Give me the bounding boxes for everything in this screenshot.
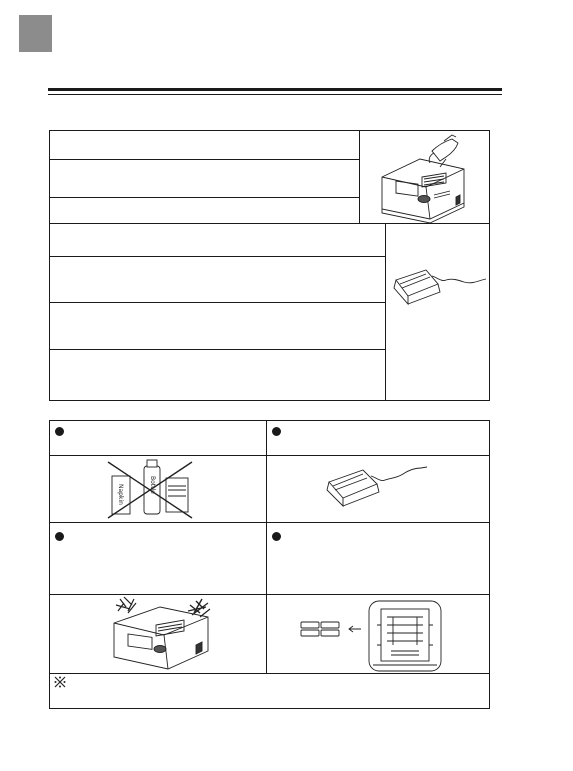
spec-row xyxy=(49,302,386,350)
image-cell-cuff xyxy=(385,223,490,401)
svg-text:Bottle: Bottle xyxy=(149,476,156,494)
spec-row xyxy=(49,349,386,401)
bullet-icon xyxy=(272,427,281,436)
spec-row xyxy=(49,197,360,224)
bullet-icon xyxy=(55,532,64,541)
header-rule-thin xyxy=(48,94,502,95)
image-cell-cuff-small xyxy=(266,455,490,523)
bullet-icon xyxy=(272,532,281,541)
note-cell xyxy=(266,420,490,456)
header-rule xyxy=(48,88,502,91)
crossed-items-illustration xyxy=(50,456,266,522)
cuff-illustration xyxy=(386,224,489,400)
footnote-row xyxy=(49,673,490,709)
reference-mark-icon xyxy=(54,676,66,688)
spec-row xyxy=(49,256,386,303)
cuff-illustration-small xyxy=(267,456,489,522)
spec-row xyxy=(49,159,360,198)
monitor-illustration xyxy=(360,131,489,223)
spec-row xyxy=(49,223,386,257)
note-cell xyxy=(49,420,267,456)
spec-row xyxy=(49,130,360,160)
batteries-illustration xyxy=(267,595,489,673)
monitor-noise-illustration xyxy=(50,595,266,673)
image-cell-monitor xyxy=(359,130,490,224)
image-cell-no-alternative xyxy=(49,455,267,523)
svg-text:Napkin: Napkin xyxy=(117,484,124,505)
note-cell xyxy=(49,522,267,595)
chapter-tab xyxy=(19,15,52,52)
bullet-icon xyxy=(55,427,64,436)
image-cell-monitor-noise xyxy=(49,594,267,674)
note-cell xyxy=(266,522,490,595)
image-cell-batteries xyxy=(266,594,490,674)
